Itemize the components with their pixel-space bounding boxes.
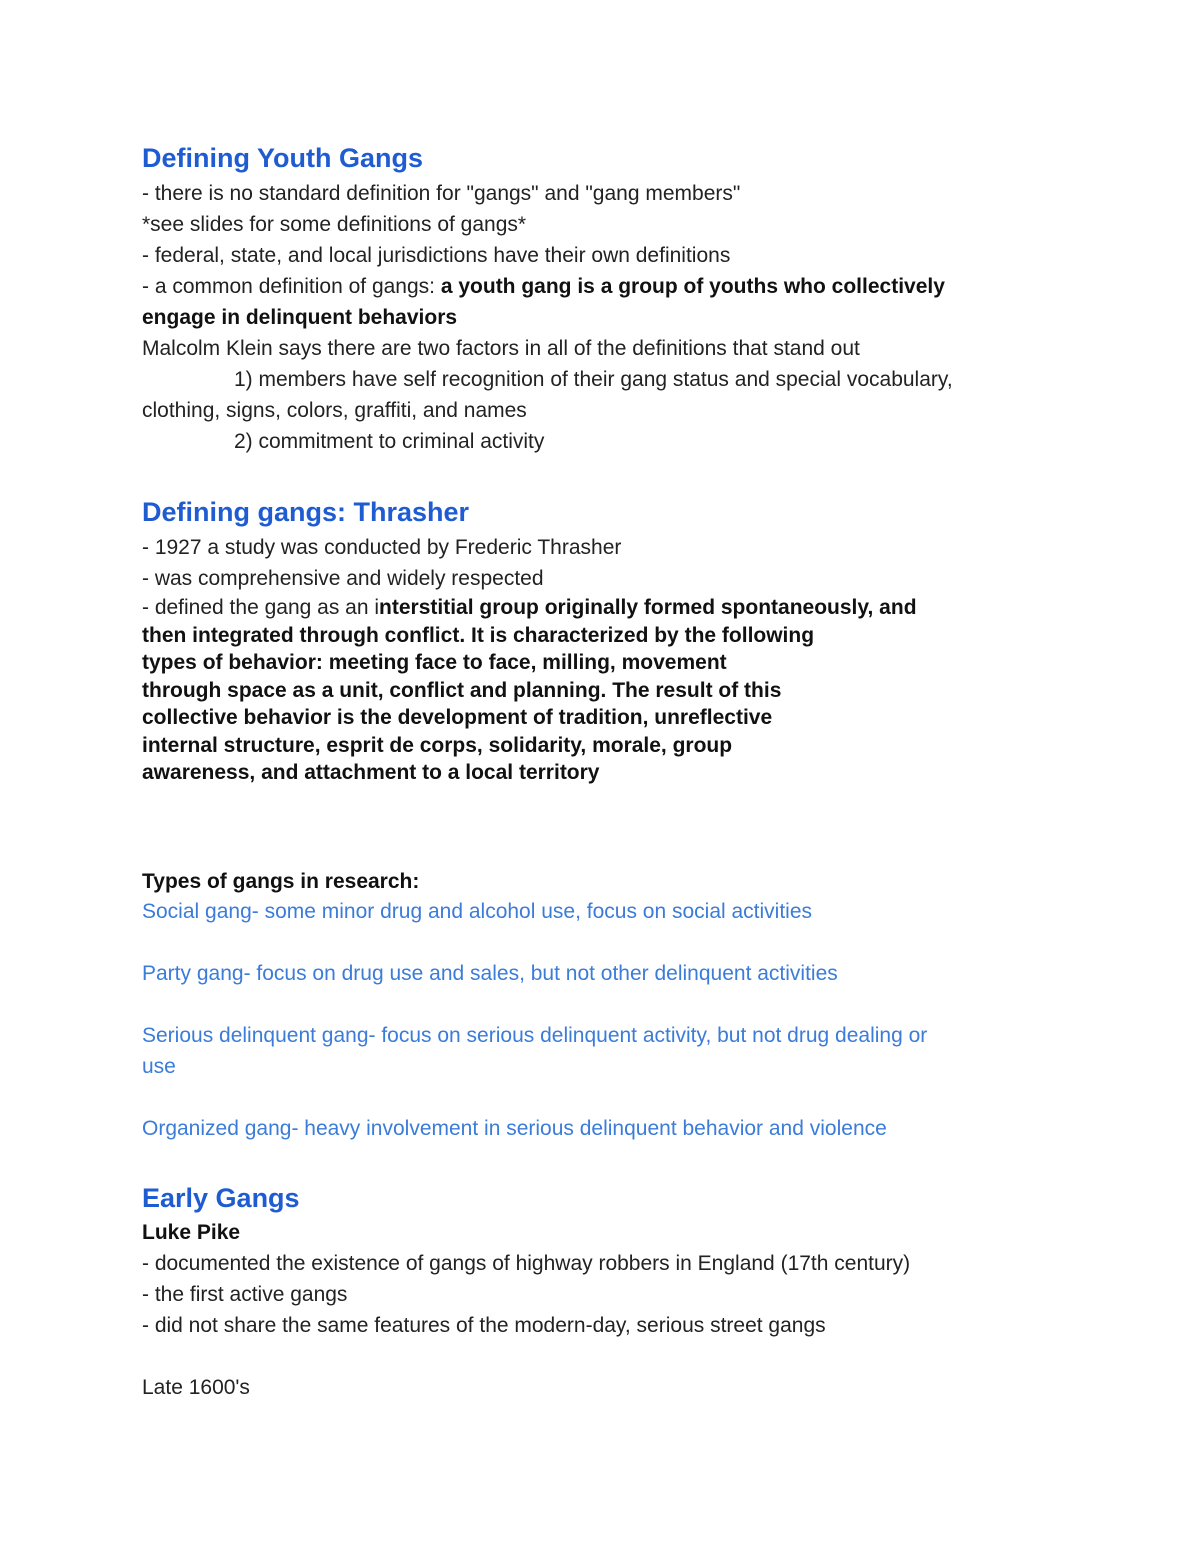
- line-text: - defined the gang as an i: [142, 596, 380, 619]
- gang-type-serious-delinquent: Serious delinquent gang- focus on serious delinquent activity, but not drug dealing or: [142, 1024, 928, 1048]
- paragraph-line: - federal, state, and local jurisdictions have their own definitions: [142, 244, 731, 267]
- bold-definition-line: collective behavior is the development of tradition, unreflective: [142, 706, 773, 730]
- section-title-thrasher: Defining gangs: Thrasher: [142, 497, 470, 527]
- paragraph-line: - was comprehensive and widely respected: [142, 567, 544, 590]
- numbered-item-1-continued: clothing, signs, colors, graffiti, and names: [142, 399, 527, 422]
- line-text: - a common definition of gangs:: [142, 275, 441, 298]
- paragraph-line: - 1927 a study was conducted by Frederic Thrasher: [142, 536, 622, 559]
- bold-definition-line: awareness, and attachment to a local territory: [142, 761, 600, 785]
- section-title-defining-youth-gangs: Defining Youth Gangs: [142, 143, 423, 173]
- bold-definition-continued: engage in delinquent behaviors: [142, 306, 458, 329]
- paragraph-line: - there is no standard definition for "gangs" and "gang members": [142, 182, 741, 205]
- gang-type-serious-delinquent-continued: use: [142, 1055, 176, 1079]
- gang-type-social: Social gang- some minor drug and alcohol use, focus on social activities: [142, 900, 813, 924]
- bold-definition-line: internal structure, esprit de corps, solidarity, morale, group: [142, 733, 733, 757]
- paragraph-line: - the first active gangs: [142, 1283, 348, 1307]
- paragraph-line: - documented the existence of gangs of highway robbers in England (17th century): [142, 1252, 911, 1276]
- paragraph-line: Late 1600's: [142, 1376, 250, 1400]
- paragraph-line: Malcolm Klein says there are two factors in all of the definitions that stand out: [142, 337, 860, 360]
- bold-definition-line: types of behavior: meeting face to face, milling, movement: [142, 651, 727, 675]
- gang-type-organized: Organized gang- heavy involvement in serious delinquent behavior and violence: [142, 1117, 887, 1141]
- bold-definition: nterstitial group originally formed spontaneously, and: [379, 596, 917, 619]
- section-title-early-gangs: Early Gangs: [142, 1183, 300, 1214]
- bold-definition-line: through space as a unit, conflict and planning. The result of this: [142, 678, 782, 702]
- paragraph-line: [142, 594, 1062, 622]
- types-heading: Types of gangs in research:: [142, 870, 420, 894]
- document-page: [142, 138, 1062, 1403]
- paragraph-line: *see slides for some definitions of gangs*: [142, 213, 527, 236]
- bold-definition: a youth gang is a group of youths who collectively: [440, 275, 945, 298]
- numbered-item-1: 1) members have self recognition of their gang status and special vocabulary,: [234, 368, 953, 391]
- numbered-item-2: 2) commitment to criminal activity: [234, 430, 545, 453]
- subsection-title-luke-pike: Luke Pike: [142, 1221, 241, 1245]
- bold-definition-line: then integrated through conflict. It is characterized by the following: [142, 624, 815, 647]
- paragraph-line: - did not share the same features of the modern-day, serious street gangs: [142, 1314, 826, 1338]
- paragraph-line: [142, 271, 1062, 302]
- gang-type-party: Party gang- focus on drug use and sales, but not other delinquent activities: [142, 962, 838, 986]
